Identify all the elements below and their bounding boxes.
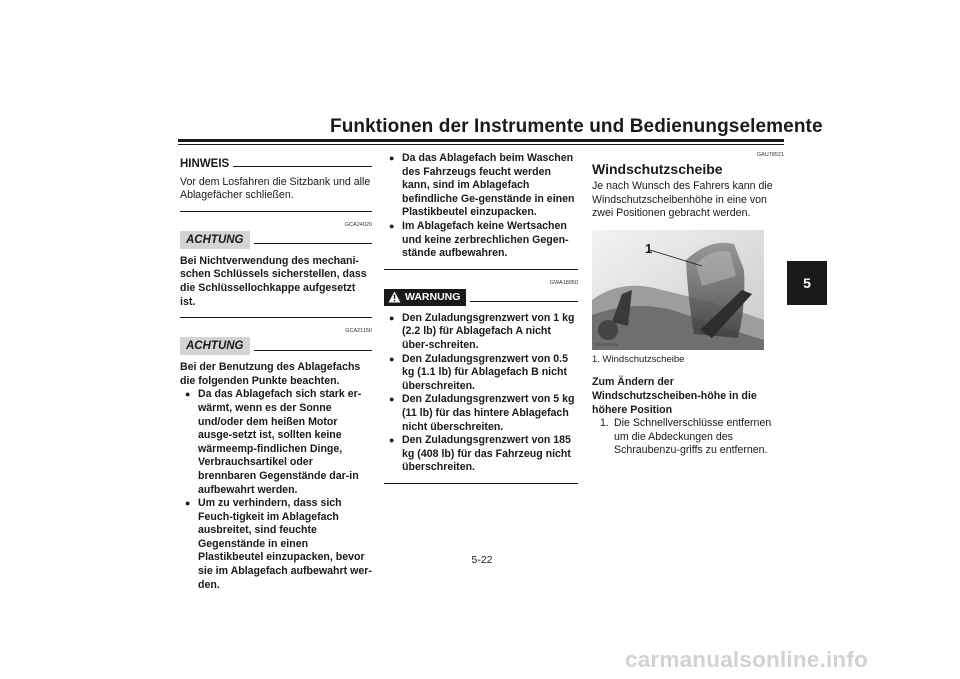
list-item bbox=[180, 497, 372, 592]
figure-caption: 1. Windschutzscheibe bbox=[592, 353, 685, 365]
bullet-icon: ● bbox=[389, 394, 395, 405]
hinweis-label: HINWEIS bbox=[180, 158, 230, 170]
list-item bbox=[384, 220, 578, 261]
bullet-text: Da das Ablagefach sich stark er-wärmt, wenn es der Sonne und/oder dem heißen Motor ausge-setzt ist, sollten keine wärmeemp-findlichen Dinge, Verbrauchsartikel oder brennbaren Gegenstände dar-in aufbewahrt werden. bbox=[198, 388, 362, 496]
column-3 bbox=[592, 152, 784, 458]
bullet-text: Im Ablagefach keine Wertsachen und keine zerbrechlichen Gegen-stände aufbewahren. bbox=[402, 219, 569, 260]
step-number: 1. bbox=[600, 417, 609, 430]
subheading: Zum Ändern der Windschutzscheiben-höhe in die höhere Position bbox=[592, 376, 757, 416]
caution1-code: GCA24020 bbox=[344, 221, 372, 228]
header-rule-thin bbox=[178, 144, 784, 145]
hinweis-end-rule bbox=[180, 211, 372, 212]
warning-triangle-icon bbox=[388, 291, 401, 303]
hinweis-rule bbox=[233, 166, 372, 167]
warning-list bbox=[384, 312, 578, 475]
caution1-rule bbox=[254, 243, 373, 244]
list-item bbox=[384, 152, 578, 220]
caution1-heading bbox=[180, 231, 372, 249]
warning-code: GWA18950 bbox=[549, 279, 578, 286]
step-text: Die Schnellverschlüsse entfernen um die Abdeckungen des Schraubenzu-griffs zu entfernen. bbox=[614, 417, 772, 457]
figure-callout: 1 bbox=[645, 240, 653, 256]
column-2 bbox=[384, 152, 578, 484]
warning-end-rule bbox=[384, 483, 578, 484]
figure-code: ZAUM1919 bbox=[595, 341, 618, 347]
bullet-icon: ● bbox=[389, 312, 395, 323]
caution2-heading bbox=[180, 337, 372, 355]
hinweis-heading bbox=[180, 158, 372, 172]
windshield-illustration bbox=[592, 230, 764, 350]
caution2-code: GCA21150 bbox=[345, 328, 372, 335]
caution2-rule bbox=[254, 350, 373, 351]
chapter-tab: 5 bbox=[787, 261, 827, 305]
column-1 bbox=[180, 152, 372, 592]
bullet-text: Den Zuladungsgrenzwert von 5 kg (11 lb) für das hintere Ablagefach nicht überschreiten. bbox=[402, 393, 575, 433]
list-item bbox=[384, 434, 578, 475]
caution1-end-rule bbox=[180, 317, 372, 318]
warning-heading bbox=[384, 289, 578, 306]
warning-rule bbox=[470, 301, 578, 302]
bullet-text: Den Zuladungsgrenzwert von 1 kg (2.2 lb) für Ablagefach A nicht über-schreiten. bbox=[402, 311, 575, 351]
hinweis-text: Vor dem Losfahren die Sitzbank und alle Ablagefächer schließen. bbox=[180, 175, 371, 202]
bullet-icon: ● bbox=[185, 389, 191, 400]
list-item bbox=[384, 312, 578, 353]
bullet-icon: ● bbox=[389, 153, 395, 163]
bullet-icon: ● bbox=[389, 435, 395, 446]
section-code: GAU78521 bbox=[756, 152, 784, 158]
list-item bbox=[384, 393, 578, 434]
caution1-text: Bei Nichtverwendung des mechani-schen Schlüssels sicherstellen, dass die Schlüssellochkappe aufgesetzt ist. bbox=[180, 254, 367, 308]
caution-continued-end-rule bbox=[384, 269, 578, 270]
bullet-icon: ● bbox=[185, 498, 191, 509]
list-item bbox=[384, 353, 578, 394]
warning-badge bbox=[384, 289, 466, 306]
bullet-text: Den Zuladungsgrenzwert von 0.5 kg (1.1 lb) für Ablagefach B nicht überschreiten. bbox=[402, 352, 568, 392]
page-number: 5-22 bbox=[471, 554, 493, 566]
caution2-intro: Bei der Benutzung des Ablagefachs die folgenden Punkte beachten. bbox=[180, 361, 361, 387]
header-rule-thick bbox=[178, 139, 784, 142]
bullet-text: Um zu verhindern, dass sich Feuch-tigkeit im Ablagefach ausbreitet, sind feuchte Gegenstände in einen Plastikbeutel einzupacken, bevor sie im Ablagefach aufbewahrt wer-den. bbox=[198, 497, 372, 591]
bullet-text: Da das Ablagefach beim Waschen des Fahrzeugs feucht werden kann, sind im Ablagefach befindliche Ge-genstände in einen Plastikbeutel einzupacken. bbox=[402, 152, 575, 219]
bullet-icon: ● bbox=[389, 353, 395, 364]
page-header-title: Funktionen der Instrumente und Bedienungselemente bbox=[330, 116, 823, 137]
windshield-figure bbox=[592, 230, 764, 350]
list-item bbox=[600, 417, 784, 458]
list-item bbox=[180, 388, 372, 497]
section-text: Je nach Wunsch des Fahrers kann die Windschutzscheibenhöhe in eine von zwei Positionen gebracht werden. bbox=[592, 180, 773, 220]
caution1-badge: ACHTUNG bbox=[180, 231, 250, 249]
bullet-text: Den Zuladungsgrenzwert von 185 kg (408 lb) für das Fahrzeug nicht überschreiten. bbox=[402, 434, 571, 474]
watermark: carmanualsonline.info bbox=[625, 647, 868, 672]
section-title: Windschutzscheibe bbox=[592, 161, 723, 177]
bullet-icon: ● bbox=[389, 220, 395, 231]
caution2-badge: ACHTUNG bbox=[180, 337, 250, 355]
warning-label: WARNUNG bbox=[405, 290, 461, 303]
